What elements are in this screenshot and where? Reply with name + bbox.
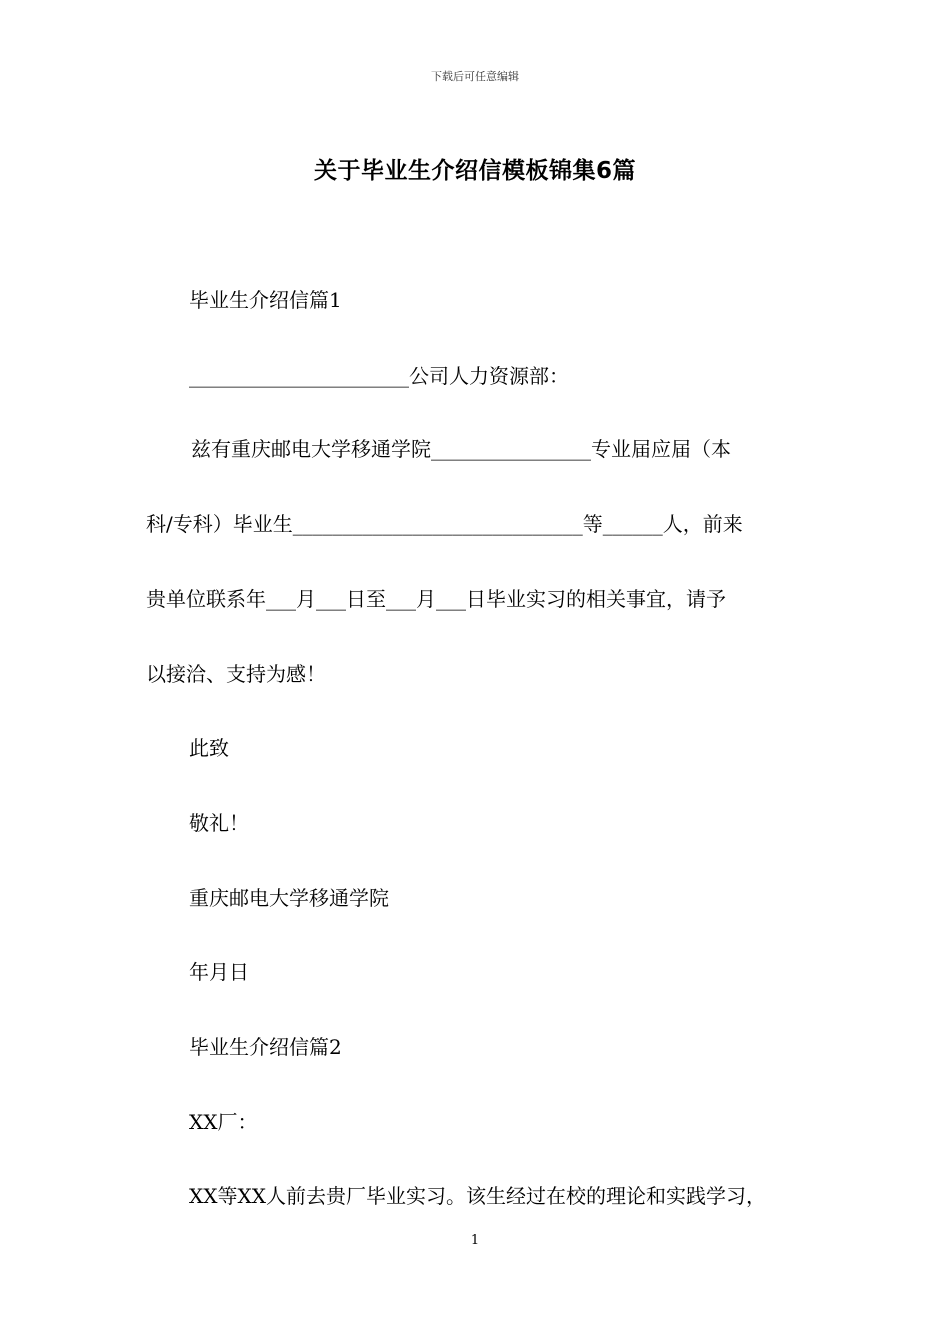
salutation: ______________________公司人力资源部： (189, 364, 569, 388)
salutation: XX厂： (189, 1110, 258, 1134)
closing-line: 敬礼！ (189, 811, 249, 835)
signature-date: 年月日 (189, 960, 249, 984)
closing-line: 此致 (189, 736, 229, 760)
signature-institution: 重庆邮电大学移通学院 (189, 886, 389, 910)
paragraph-line: XX等XX人前去贵厂毕业实习。该生经过在校的理论和实践学习， (189, 1184, 766, 1208)
paragraph-line: 以接洽、支持为感！ (146, 662, 326, 686)
document-title: 关于毕业生介绍信模板锦集6篇 (313, 158, 636, 184)
page-number: 1 (470, 1233, 480, 1248)
header-note: 下载后可任意编辑 (431, 70, 519, 83)
section-heading: 毕业生介绍信篇1 (189, 288, 342, 312)
paragraph-line: 兹有重庆邮电大学移通学院________________专业届应届（本 (191, 437, 731, 461)
paragraph-line: 贵单位联系年___月___日至___月___日毕业实习的相关事宜，请予 (146, 587, 726, 611)
paragraph-line: 科/专科）毕业生_____________________________等______人，前来 (146, 512, 743, 536)
section-heading: 毕业生介绍信篇2 (189, 1035, 342, 1059)
